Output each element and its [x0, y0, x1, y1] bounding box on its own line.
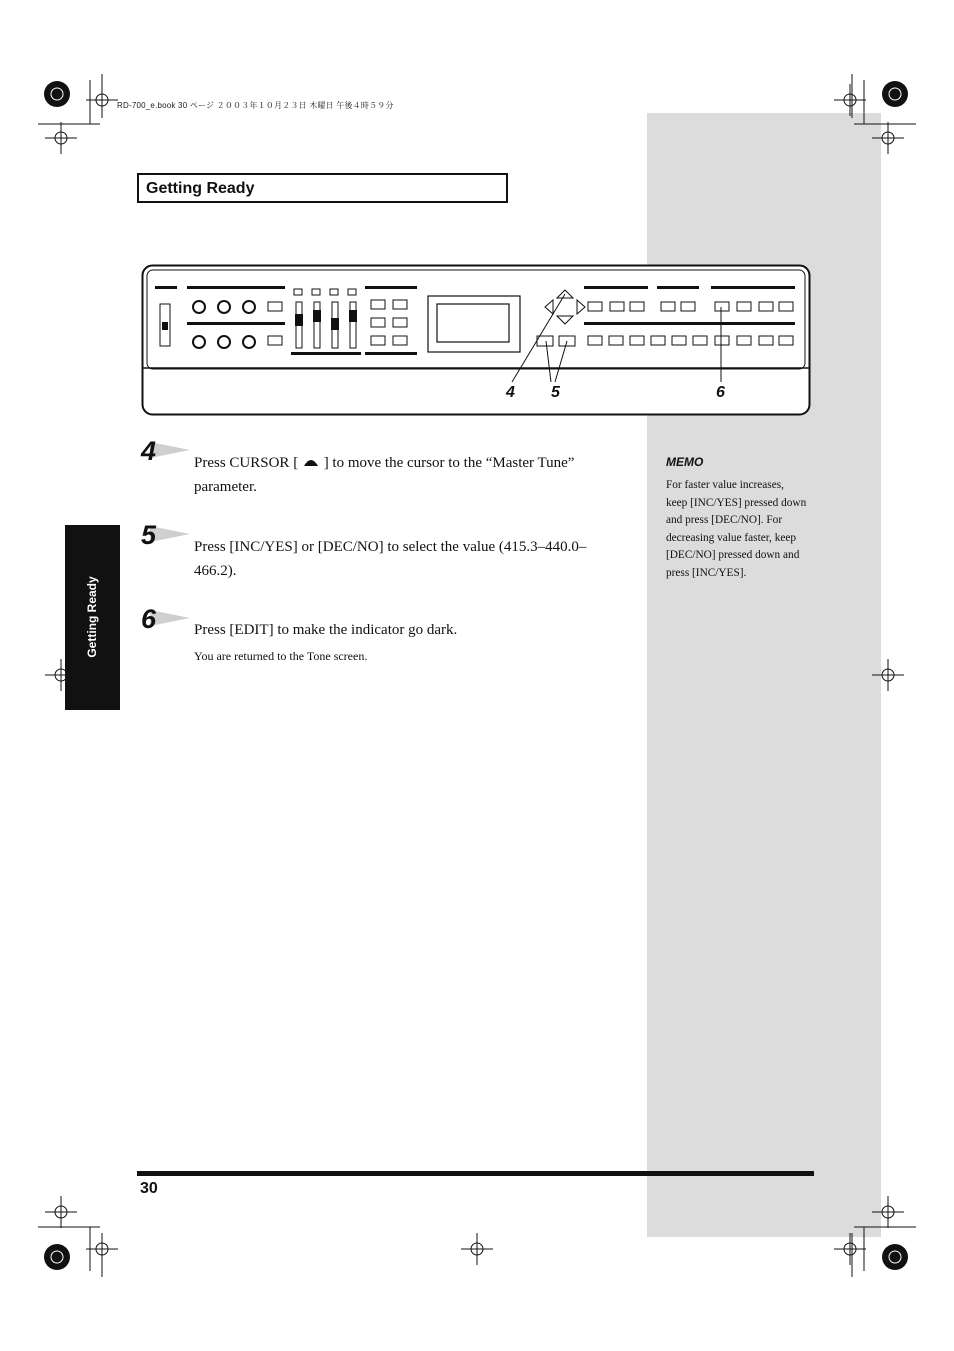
registration-target-icon	[42, 76, 72, 112]
step-number: 4	[141, 436, 157, 466]
cursor-up-icon	[302, 455, 320, 467]
callout-label: 5	[551, 384, 560, 401]
registration-target-icon	[880, 1239, 910, 1275]
step-instruction: Press [EDIT] to make the indicator go dark.	[194, 622, 458, 638]
step-instruction: Press [INC/YES] or [DEC/NO] to select the value (415.3–440.0–466.2).	[194, 539, 587, 579]
crosshair-icon	[872, 659, 904, 691]
registration-target-icon	[880, 76, 910, 112]
step-number: 6	[141, 604, 157, 634]
page-number: 30	[140, 1180, 158, 1197]
crosshair-icon	[461, 1233, 493, 1265]
memo-label: MEMO	[666, 455, 704, 469]
chapter-tab-label: Getting Ready	[85, 576, 99, 658]
callout-label: 6	[716, 384, 725, 401]
crosshair-icon	[872, 1196, 904, 1228]
step-number: 5	[141, 520, 157, 550]
crosshair-icon	[834, 1233, 866, 1265]
step-text-part: Press CURSOR [	[194, 455, 302, 471]
step-text-part: ] to move the cursor to the “Master Tune” parameter.	[194, 455, 575, 495]
step-instruction	[194, 451, 634, 499]
registration-target-icon	[42, 1239, 72, 1275]
crosshair-icon	[86, 84, 118, 116]
front-panel-diagram	[141, 264, 811, 416]
section-title: Getting Ready	[146, 180, 255, 197]
step-note: You are returned to the Tone screen.	[194, 649, 368, 663]
crosshair-icon	[45, 1196, 77, 1228]
crosshair-icon	[45, 122, 77, 154]
crosshair-icon	[86, 1233, 118, 1265]
footer-rule	[137, 1171, 814, 1176]
callout-label: 4	[506, 384, 515, 401]
crosshair-icon	[834, 84, 866, 116]
print-header: RD-700_e.book 30 ページ ２００３年１０月２３日 木曜日 午後４時５９分	[117, 101, 394, 110]
crosshair-icon	[872, 122, 904, 154]
memo-text: For faster value increases, keep [INC/YES] pressed down and press [DEC/NO]. For decreasing value faster, keep [DEC/NO] pressed down and press [INC/YES].	[666, 479, 807, 579]
